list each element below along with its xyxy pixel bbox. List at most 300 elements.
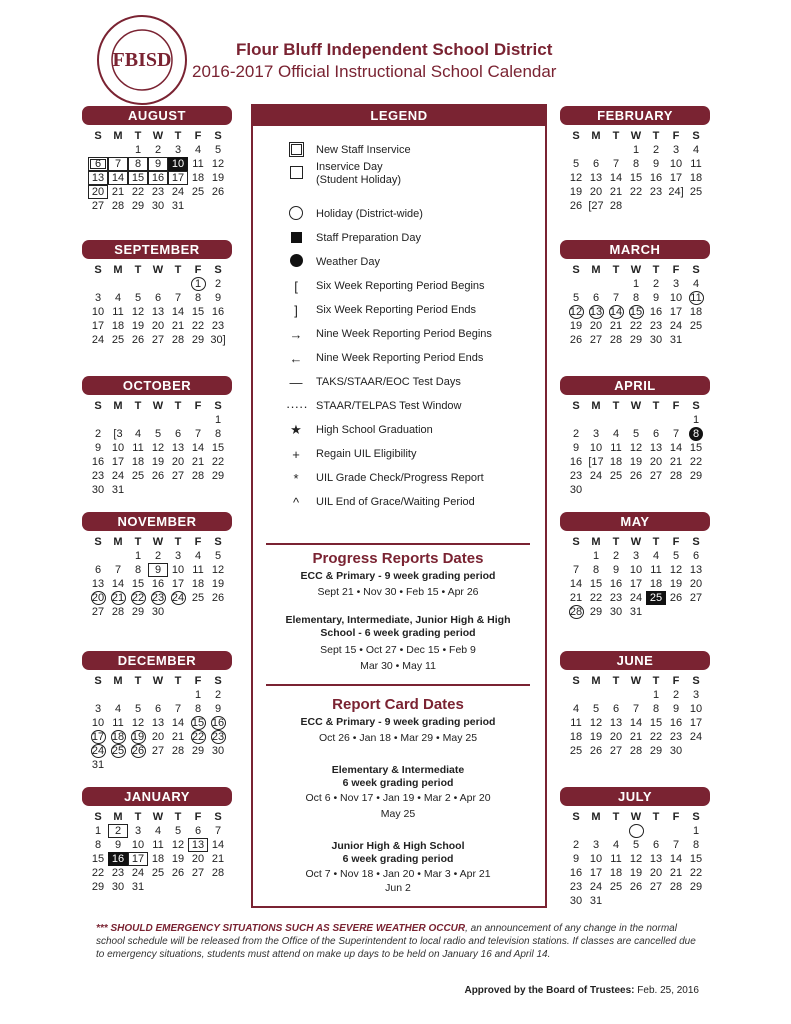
day-cell <box>646 824 666 838</box>
day-cell <box>168 688 188 702</box>
day-cell: 31 <box>131 881 145 893</box>
weekday-header: S <box>94 400 102 412</box>
day-cell: 27 <box>649 881 663 893</box>
day-cell: 11 <box>152 839 164 851</box>
day-cell: 24 <box>171 186 185 198</box>
weekday-header: S <box>94 130 102 142</box>
day-cell: 25 <box>689 186 703 198</box>
legend-label: Six Week Reporting Period Begins <box>316 279 485 292</box>
day-cell: 29 <box>629 334 643 346</box>
day-grid <box>88 810 232 894</box>
day-cell: 19 <box>211 172 225 184</box>
weekday-header: S <box>692 675 700 687</box>
day-cell: 15 <box>629 306 643 318</box>
day-cell: [27 <box>588 200 604 212</box>
day-cell: 9 <box>672 703 680 715</box>
day-cell: 2 <box>94 428 102 440</box>
weekday-header: S <box>692 536 700 548</box>
day-cell: 3 <box>174 550 182 562</box>
weekday-header: T <box>134 264 142 276</box>
weekday-header: T <box>612 536 620 548</box>
district-seal-logo <box>96 14 188 106</box>
day-cell: 8 <box>692 839 700 851</box>
day-cell: 5 <box>154 428 162 440</box>
day-cell: 19 <box>131 320 145 332</box>
day-cell: 13 <box>609 717 623 729</box>
day-cell: 10 <box>589 853 603 865</box>
legend-symbol <box>286 254 306 270</box>
day-cell: 25 <box>191 592 205 604</box>
day-cell: 2 <box>572 839 580 851</box>
weekday-header: F <box>194 264 202 276</box>
day-cell: 9 <box>214 292 222 304</box>
day-cell <box>646 413 666 427</box>
day-cell: 5 <box>214 144 222 156</box>
day-cell: 30 <box>111 881 125 893</box>
legend-symbol <box>286 143 306 158</box>
day-cell: 1 <box>94 825 102 837</box>
weekday-header: M <box>113 675 123 687</box>
day-cell <box>148 413 168 427</box>
day-cell: 29 <box>649 745 663 757</box>
day-cell: 12 <box>211 158 225 170</box>
day-cell: 5 <box>174 825 182 837</box>
weekday-header: M <box>113 400 123 412</box>
day-cell: 27 <box>151 334 165 346</box>
day-cell: 22 <box>191 320 205 332</box>
day-cell: 4 <box>572 703 580 715</box>
weekday-header: W <box>152 811 164 823</box>
legend-label: TAKS/STAAR/EOC Test Days <box>316 375 461 388</box>
day-cell: 27 <box>91 606 105 618</box>
day-cell: 30 <box>649 334 663 346</box>
day-cell <box>148 688 168 702</box>
day-cell: 13 <box>589 306 603 318</box>
day-cell: [17 <box>588 456 604 468</box>
day-cell: 8 <box>134 564 142 576</box>
day-cell: 28 <box>629 745 643 757</box>
day-cell: 8 <box>689 427 703 441</box>
day-cell: 7 <box>612 158 620 170</box>
day-cell: 5 <box>572 158 580 170</box>
day-cell: 26 <box>669 592 683 604</box>
day-cell: 6 <box>612 703 620 715</box>
day-cell: 17 <box>128 852 148 866</box>
day-cell: 13 <box>188 838 208 852</box>
day-cell: 9 <box>94 442 102 454</box>
day-cell: 10 <box>131 839 145 851</box>
weekday-header: T <box>174 130 182 142</box>
month-december <box>82 651 232 772</box>
weekday-header: M <box>591 811 601 823</box>
day-cell: 7 <box>672 428 680 440</box>
day-cell: 1 <box>191 277 206 291</box>
day-cell: 31 <box>91 759 105 771</box>
weekday-header: S <box>692 811 700 823</box>
month-header: SEPTEMBER <box>82 240 232 259</box>
weekday-header: S <box>692 400 700 412</box>
day-cell <box>108 549 128 563</box>
legend-item <box>286 204 423 224</box>
day-cell: 29 <box>589 606 603 618</box>
weekday-header: T <box>652 264 660 276</box>
day-cell: 19 <box>131 731 145 743</box>
day-cell <box>606 413 626 427</box>
day-cell: 3 <box>672 144 680 156</box>
weekday-header: S <box>214 675 222 687</box>
day-cell <box>566 143 586 157</box>
month-november <box>82 512 232 619</box>
day-cell: 24 <box>629 592 643 604</box>
progress-reports-title: Progress Reports Dates <box>312 550 484 567</box>
day-cell: 29 <box>191 745 205 757</box>
month-header: NOVEMBER <box>82 512 232 531</box>
day-cell: 6 <box>154 703 162 715</box>
day-cell: 14 <box>569 578 583 590</box>
day-cell: 12 <box>569 306 583 318</box>
day-cell: 19 <box>629 456 643 468</box>
weekday-header: S <box>214 264 222 276</box>
legend-item <box>286 140 411 160</box>
legend-label: UIL End of Grace/Waiting Period <box>316 495 475 508</box>
day-cell: 12 <box>669 564 683 576</box>
legend-label: Staff Preparation Day <box>316 231 421 244</box>
day-cell: 26 <box>171 867 185 879</box>
day-cell: 8 <box>194 703 202 715</box>
day-cell: 26 <box>569 200 583 212</box>
day-cell: 13 <box>91 578 105 590</box>
day-cell: 15 <box>589 578 603 590</box>
day-cell: 17 <box>689 717 703 729</box>
day-cell: 16 <box>609 578 623 590</box>
weekday-header: S <box>572 400 580 412</box>
emergency-emphasis: *** SHOULD EMERGENCY SITUATIONS SUCH AS SEVERE WEATHER OCCUR <box>96 923 466 934</box>
day-cell: 2 <box>612 550 620 562</box>
day-cell: 26 <box>589 745 603 757</box>
day-cell: 4 <box>154 825 162 837</box>
day-cell: 15 <box>689 853 703 865</box>
day-cell: 6 <box>194 825 202 837</box>
weekday-header: T <box>134 400 142 412</box>
day-grid <box>566 129 710 213</box>
day-cell: 10 <box>669 158 683 170</box>
day-cell: 24 <box>589 470 603 482</box>
report-elem-label-2: 6 week grading period <box>342 777 454 789</box>
day-cell: 24 <box>91 745 105 757</box>
day-cell: 20 <box>88 185 108 199</box>
weekday-header: S <box>94 675 102 687</box>
day-cell: 2 <box>652 144 660 156</box>
day-grid <box>88 674 232 772</box>
day-cell: 20 <box>151 731 165 743</box>
day-cell: 20 <box>151 320 165 332</box>
day-cell: 4 <box>194 144 202 156</box>
day-grid <box>88 535 232 619</box>
day-cell: 18 <box>689 306 703 318</box>
day-cell: 22 <box>589 592 603 604</box>
day-cell: 6 <box>692 550 700 562</box>
day-cell: 14 <box>669 853 683 865</box>
legend-symbol: ] <box>294 302 298 318</box>
day-cell: 21 <box>569 592 583 604</box>
day-cell <box>566 549 586 563</box>
day-grid <box>566 535 710 619</box>
day-cell: 20 <box>649 456 663 468</box>
day-cell: 13 <box>689 564 703 576</box>
weekday-header: F <box>672 400 680 412</box>
report-card-title: Report Card Dates <box>332 696 464 713</box>
legend-item <box>286 444 416 464</box>
weekday-header: T <box>652 130 660 142</box>
legend-item <box>286 396 462 416</box>
day-cell: 15 <box>689 442 703 454</box>
day-cell <box>88 688 108 702</box>
legend-label: Nine Week Reporting Period Ends <box>316 351 484 364</box>
weekday-header: T <box>612 400 620 412</box>
month-june <box>560 651 710 758</box>
weekday-header: M <box>591 400 601 412</box>
day-cell: 13 <box>171 442 185 454</box>
report-jh-dates-2: Jun 2 <box>385 882 411 894</box>
day-cell: 1 <box>592 550 600 562</box>
progress-divider <box>266 684 530 686</box>
day-cell: 21 <box>211 853 225 865</box>
day-cell: 30 <box>211 745 225 757</box>
day-cell: 16 <box>91 456 105 468</box>
month-may <box>560 512 710 619</box>
day-cell: 30 <box>609 606 623 618</box>
day-cell: 24 <box>111 470 125 482</box>
day-cell: 17 <box>629 578 643 590</box>
day-cell: 27 <box>649 470 663 482</box>
weekday-header: W <box>152 536 164 548</box>
day-cell: 2 <box>214 278 222 290</box>
weekday-header: T <box>652 675 660 687</box>
day-cell: 23 <box>649 320 663 332</box>
day-cell: 18 <box>151 853 165 865</box>
day-cell <box>666 413 686 427</box>
legend-item <box>286 228 421 248</box>
day-cell: 22 <box>91 867 105 879</box>
month-header: AUGUST <box>82 106 232 125</box>
report-ecc-label: ECC & Primary - 9 week grading period <box>300 716 496 728</box>
day-cell: 15 <box>211 442 225 454</box>
weekday-header: S <box>94 536 102 548</box>
legend-item <box>286 161 401 186</box>
day-cell: 26 <box>211 186 225 198</box>
day-cell: 26 <box>569 334 583 346</box>
day-cell: 7 <box>174 703 182 715</box>
day-cell: 16 <box>669 717 683 729</box>
day-cell: 15 <box>131 578 145 590</box>
day-cell: 7 <box>612 292 620 304</box>
day-cell: 11 <box>192 564 204 576</box>
weekday-header: S <box>214 400 222 412</box>
day-cell: 12 <box>171 839 185 851</box>
weekday-header: T <box>174 536 182 548</box>
month-header: OCTOBER <box>82 376 232 395</box>
weekday-header: F <box>672 130 680 142</box>
day-cell: 31 <box>669 334 683 346</box>
day-cell: 20 <box>609 731 623 743</box>
day-cell: 16 <box>649 306 663 318</box>
day-cell: 8 <box>128 157 148 171</box>
day-cell: 14 <box>108 171 128 185</box>
weekday-header: T <box>612 811 620 823</box>
day-cell: 28 <box>211 867 225 879</box>
day-cell: 11 <box>570 717 582 729</box>
day-cell: 17 <box>669 172 683 184</box>
day-cell: 21 <box>171 731 185 743</box>
day-cell: 4 <box>612 428 620 440</box>
day-cell: 8 <box>632 158 640 170</box>
day-cell: 13 <box>649 442 663 454</box>
weekday-header: F <box>672 675 680 687</box>
day-cell: 2 <box>154 550 162 562</box>
day-cell <box>586 143 606 157</box>
day-cell: 23 <box>609 592 623 604</box>
day-cell: 3 <box>94 703 102 715</box>
day-cell <box>586 824 606 838</box>
day-cell: 5 <box>134 703 142 715</box>
day-cell: 22 <box>131 186 145 198</box>
day-cell: 22 <box>191 731 205 743</box>
day-cell: 2 <box>108 824 128 838</box>
day-cell: 1 <box>652 689 660 701</box>
legend-symbol <box>286 166 306 182</box>
day-cell: 16 <box>569 456 583 468</box>
weekday-header: F <box>672 536 680 548</box>
legend-label: UIL Grade Check/Progress Report <box>316 471 484 484</box>
day-cell: 20 <box>91 592 105 604</box>
day-cell: 4 <box>194 550 202 562</box>
day-cell <box>566 824 586 838</box>
day-cell: 24 <box>589 881 603 893</box>
day-cell: 16 <box>569 867 583 879</box>
day-cell: 25 <box>646 591 666 605</box>
day-cell: 17 <box>589 867 603 879</box>
day-cell: 26 <box>151 470 165 482</box>
day-cell: 30 <box>91 484 105 496</box>
day-cell: 26 <box>131 334 145 346</box>
report-jh-dates-1: Oct 7 • Nov 18 • Jan 20 • Mar 3 • Apr 21 <box>305 868 491 880</box>
day-cell: 8 <box>194 292 202 304</box>
weekday-header: W <box>630 400 642 412</box>
day-cell <box>128 413 148 427</box>
weekday-header: W <box>152 675 164 687</box>
day-cell: 17 <box>669 306 683 318</box>
legend-item <box>286 492 475 512</box>
day-cell: 6 <box>652 428 660 440</box>
report-elem-dates-2: May 25 <box>380 808 416 820</box>
day-cell: 21 <box>629 731 643 743</box>
day-cell: 11 <box>610 442 622 454</box>
day-cell: 4 <box>692 278 700 290</box>
day-cell: 2 <box>672 689 680 701</box>
weekday-header: S <box>214 536 222 548</box>
weekday-header: M <box>113 130 123 142</box>
day-cell: 28 <box>609 334 623 346</box>
day-cell: 18 <box>131 456 145 468</box>
legend-divider <box>266 543 530 545</box>
day-cell: 1 <box>692 825 700 837</box>
day-cell: 20 <box>589 186 603 198</box>
day-cell: 1 <box>134 550 142 562</box>
day-cell: 1 <box>632 278 640 290</box>
month-august <box>82 106 232 213</box>
day-cell: 27 <box>151 745 165 757</box>
day-cell <box>606 143 626 157</box>
day-cell: 15 <box>629 172 643 184</box>
weekday-header: S <box>572 811 580 823</box>
weekday-header: T <box>652 536 660 548</box>
month-header: APRIL <box>560 376 710 395</box>
day-cell: 7 <box>108 157 128 171</box>
day-cell: 28 <box>111 606 125 618</box>
svg-text:FBISD: FBISD <box>112 49 172 71</box>
emergency-text: , an announcement of any change in the normal school schedule will be released from the Office of the Superintendent to local radio and television stations. If classes are cancelled due to emergency situations, students must attend on make up days to be held on January 16 and April 14. <box>96 923 696 960</box>
weekday-header: M <box>591 675 601 687</box>
day-cell: 18 <box>649 578 663 590</box>
day-cell: 11 <box>690 158 702 170</box>
progress-elem-dates-1: Sept 15 • Oct 27 • Dec 15 • Feb 9 <box>320 644 476 656</box>
day-cell: 4 <box>134 428 142 440</box>
weekday-header: W <box>630 264 642 276</box>
weekday-header: T <box>174 264 182 276</box>
day-cell: 22 <box>689 867 703 879</box>
day-cell: 18 <box>111 320 125 332</box>
legend-symbol: ^ <box>292 494 300 510</box>
day-cell: 21 <box>669 456 683 468</box>
day-cell: 19 <box>171 853 185 865</box>
day-cell: 24 <box>91 334 105 346</box>
weekday-header: T <box>134 675 142 687</box>
day-cell: 18 <box>191 578 205 590</box>
day-cell: 14 <box>629 717 643 729</box>
day-cell: 23 <box>151 592 165 604</box>
day-cell: 28 <box>569 606 583 618</box>
day-cell: 9 <box>214 703 222 715</box>
day-cell: 22 <box>629 320 643 332</box>
day-cell: 12 <box>131 717 145 729</box>
day-cell: 16 <box>148 171 168 185</box>
weekday-header: T <box>134 811 142 823</box>
day-cell: 30 <box>669 745 683 757</box>
day-cell: 9 <box>652 158 660 170</box>
day-cell: 17 <box>111 456 125 468</box>
day-cell: 16 <box>211 717 225 729</box>
day-cell <box>88 549 108 563</box>
day-cell: 12 <box>151 442 165 454</box>
weekday-header: S <box>94 264 102 276</box>
day-cell: 18 <box>689 172 703 184</box>
day-cell: 12 <box>211 564 225 576</box>
day-cell <box>168 277 188 291</box>
day-cell: 9 <box>572 442 580 454</box>
weekday-header: S <box>692 130 700 142</box>
day-cell: 11 <box>690 292 702 304</box>
report-elem-label-1: Elementary & Intermediate <box>331 764 465 776</box>
progress-elem-dates-2: Mar 30 • May 11 <box>360 660 436 672</box>
day-cell: 25 <box>609 470 623 482</box>
month-february <box>560 106 710 213</box>
day-cell: 21 <box>171 320 185 332</box>
day-cell <box>88 143 108 157</box>
day-cell: 21 <box>669 867 683 879</box>
day-cell: 29 <box>191 334 205 346</box>
weekday-header: W <box>152 264 164 276</box>
day-cell: 30] <box>210 334 226 346</box>
